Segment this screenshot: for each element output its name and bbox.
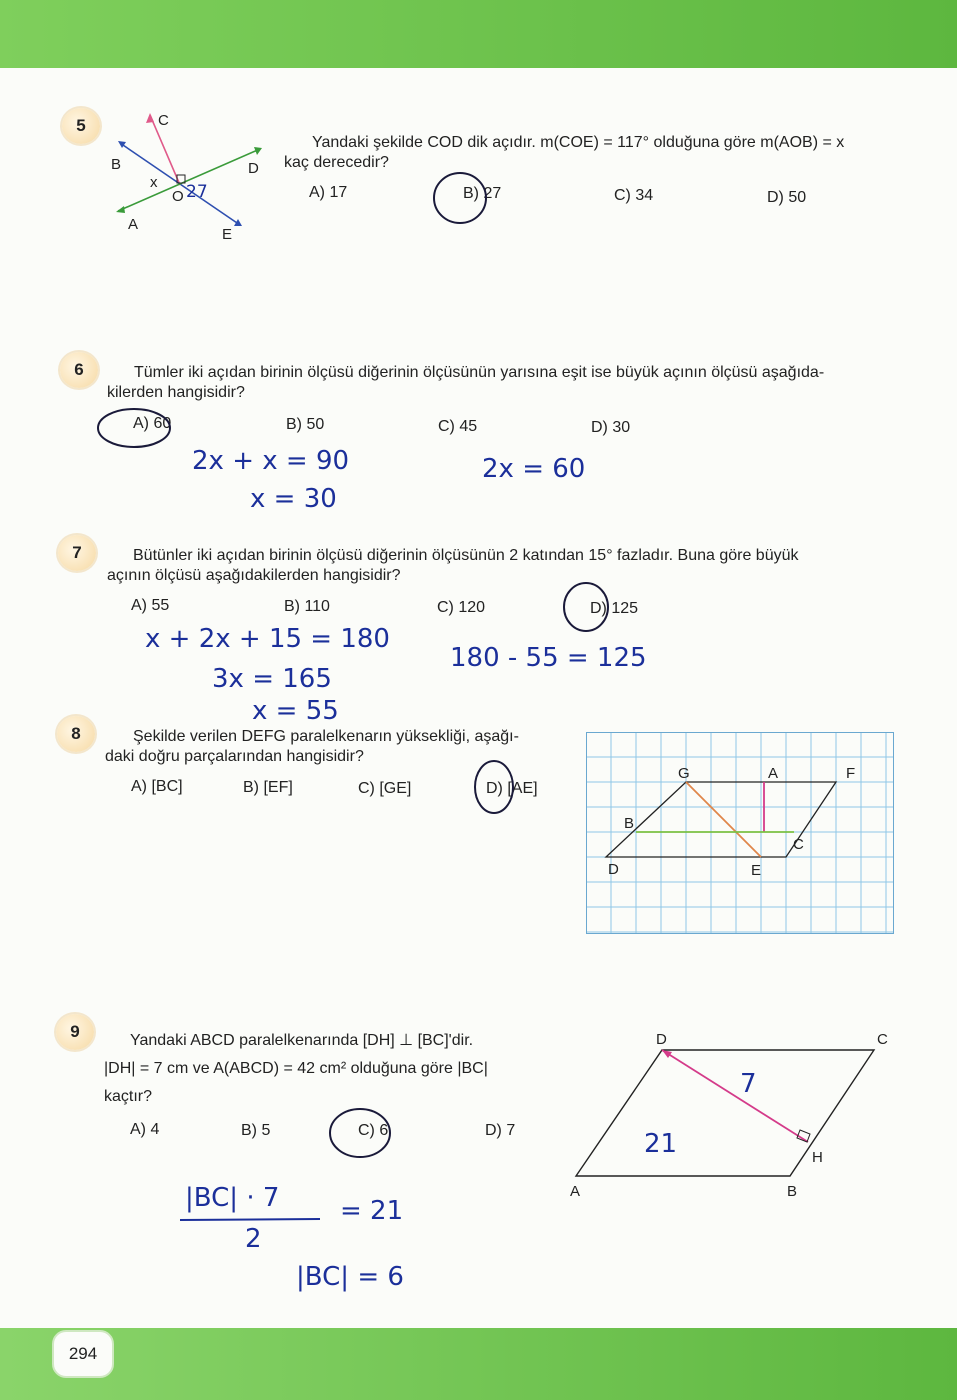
question-7-number: 7 [58, 535, 96, 571]
label-b9: B [787, 1183, 798, 1200]
q5-option-b[interactable]: B) 27 [463, 185, 502, 202]
label-f: F [846, 765, 856, 782]
q7-hw-eq2: 3x = 165 [212, 664, 332, 694]
label-e: E [222, 226, 233, 243]
question-9-number: 9 [56, 1014, 94, 1050]
q9-option-a[interactable]: A) 4 [130, 1121, 160, 1138]
hw-7: 7 [740, 1069, 757, 1099]
q7-text-line1: Bütünler iki açıdan birinin ölçüsü diğerinin ölçüsünün 2 katından 15° fazladır. Buna göre büyük [133, 547, 799, 564]
q6-hw-eq3: 2x = 60 [482, 454, 586, 484]
q9-hw-denominator: 2 [245, 1224, 262, 1254]
bottom-band [0, 1328, 957, 1400]
q7-option-b[interactable]: B) 110 [284, 598, 330, 615]
label-g: G [678, 765, 690, 782]
q6-answer-circle [96, 406, 186, 456]
q9-text-line2: |DH| = 7 cm ve A(ABCD) = 42 cm² olduğuna göre |BC| [104, 1060, 488, 1077]
label-h: H [812, 1149, 823, 1166]
q7-option-d[interactable]: D) 125 [590, 600, 639, 617]
q6-option-a[interactable]: A) 60 [133, 415, 172, 432]
label-c8: C [793, 836, 804, 853]
q8-answer-circle [472, 756, 522, 816]
label-o: O [172, 188, 184, 205]
q5-angle-figure [100, 105, 280, 245]
q7-option-a[interactable]: A) 55 [131, 597, 170, 614]
segment-ge [686, 782, 761, 857]
q6-option-d[interactable]: D) 30 [591, 419, 631, 436]
question-5-number: 5 [62, 108, 100, 144]
q5-option-c[interactable]: C) 34 [614, 187, 654, 204]
q8-grid-figure [586, 732, 894, 934]
q6-text-line1: Tümler iki açıdan birinin ölçüsü diğerinin ölçüsünün yarısına eşit ise büyük açının ölçüsü aşağıda- [134, 364, 825, 381]
label-a9: A [570, 1183, 581, 1200]
q9-option-b[interactable]: B) 5 [241, 1122, 271, 1139]
hw-27: 27 [186, 182, 208, 202]
label-b: B [111, 156, 122, 173]
q5-text-line1: Yandaki şekilde COD dik açıdır. m(COE) = 117° olduğuna göre m(AOB) = x [312, 134, 845, 151]
q8-text-line2: daki doğru parçalarından hangisidir? [105, 748, 364, 765]
q6-option-c[interactable]: C) 45 [438, 418, 478, 435]
q7-option-c[interactable]: C) 120 [437, 599, 486, 616]
page-number: 294 [52, 1330, 114, 1378]
q9-hw-equals: = 21 [340, 1196, 404, 1226]
q9-hw-result: |BC| = 6 [296, 1262, 404, 1292]
q9-text-line3: kaçtır? [104, 1088, 153, 1105]
q7-hw-eq4: 180 - 55 = 125 [450, 643, 647, 673]
q5-option-d[interactable]: D) 50 [767, 189, 807, 206]
q9-text-line1: Yandaki ABCD paralelkenarında [DH] ⊥ [BC]'dir. [130, 1032, 474, 1049]
q5-text-line2: kaç derecedir? [284, 154, 389, 171]
q7-text-line2: açının ölçüsü aşağıdakilerden hangisidir? [107, 567, 401, 584]
q6-option-b[interactable]: B) 50 [286, 416, 325, 433]
q6-hw-eq2: x = 30 [250, 484, 337, 514]
top-band [0, 0, 957, 68]
q9-option-c[interactable]: C) 6 [358, 1122, 389, 1139]
label-c: C [158, 112, 169, 129]
label-x: x [150, 174, 158, 191]
question-8-number: 8 [57, 716, 95, 752]
q9-option-d[interactable]: D) 7 [485, 1122, 516, 1139]
q7-hw-eq1: x + 2x + 15 = 180 [145, 624, 390, 654]
label-a: A [128, 216, 139, 233]
label-e8: E [751, 862, 762, 879]
q8-option-c[interactable]: C) [GE] [358, 780, 412, 797]
q6-hw-eq1: 2x + x = 90 [192, 446, 350, 476]
q8-option-d[interactable]: D) [AE] [486, 780, 538, 797]
label-a8: A [768, 765, 779, 782]
q7-hw-eq3: x = 55 [252, 696, 339, 726]
hw-21: 21 [644, 1129, 678, 1159]
label-d8: D [608, 861, 619, 878]
q8-text-line1: Şekilde verilen DEFG paralelkenarın yüksekliği, aşağı- [133, 728, 519, 745]
q9-hw-numerator: |BC| · 7 [185, 1183, 280, 1213]
label-d9: D [656, 1031, 667, 1048]
q9-parallelogram-figure [560, 1028, 900, 1208]
label-b8: B [624, 815, 635, 832]
q8-option-b[interactable]: B) [EF] [243, 779, 293, 796]
q6-text-line2: kilerden hangisidir? [107, 384, 245, 401]
label-d: D [248, 160, 259, 177]
label-c9: C [877, 1031, 888, 1048]
q5-option-a[interactable]: A) 17 [309, 184, 348, 201]
q5-answer-circle [430, 168, 500, 228]
q9-fraction-bar [180, 1217, 330, 1223]
q7-answer-circle [560, 580, 620, 640]
question-6-number: 6 [60, 352, 98, 388]
q9-answer-circle [328, 1106, 398, 1162]
segment-dh [662, 1050, 808, 1142]
q8-option-a[interactable]: A) [BC] [131, 778, 183, 795]
